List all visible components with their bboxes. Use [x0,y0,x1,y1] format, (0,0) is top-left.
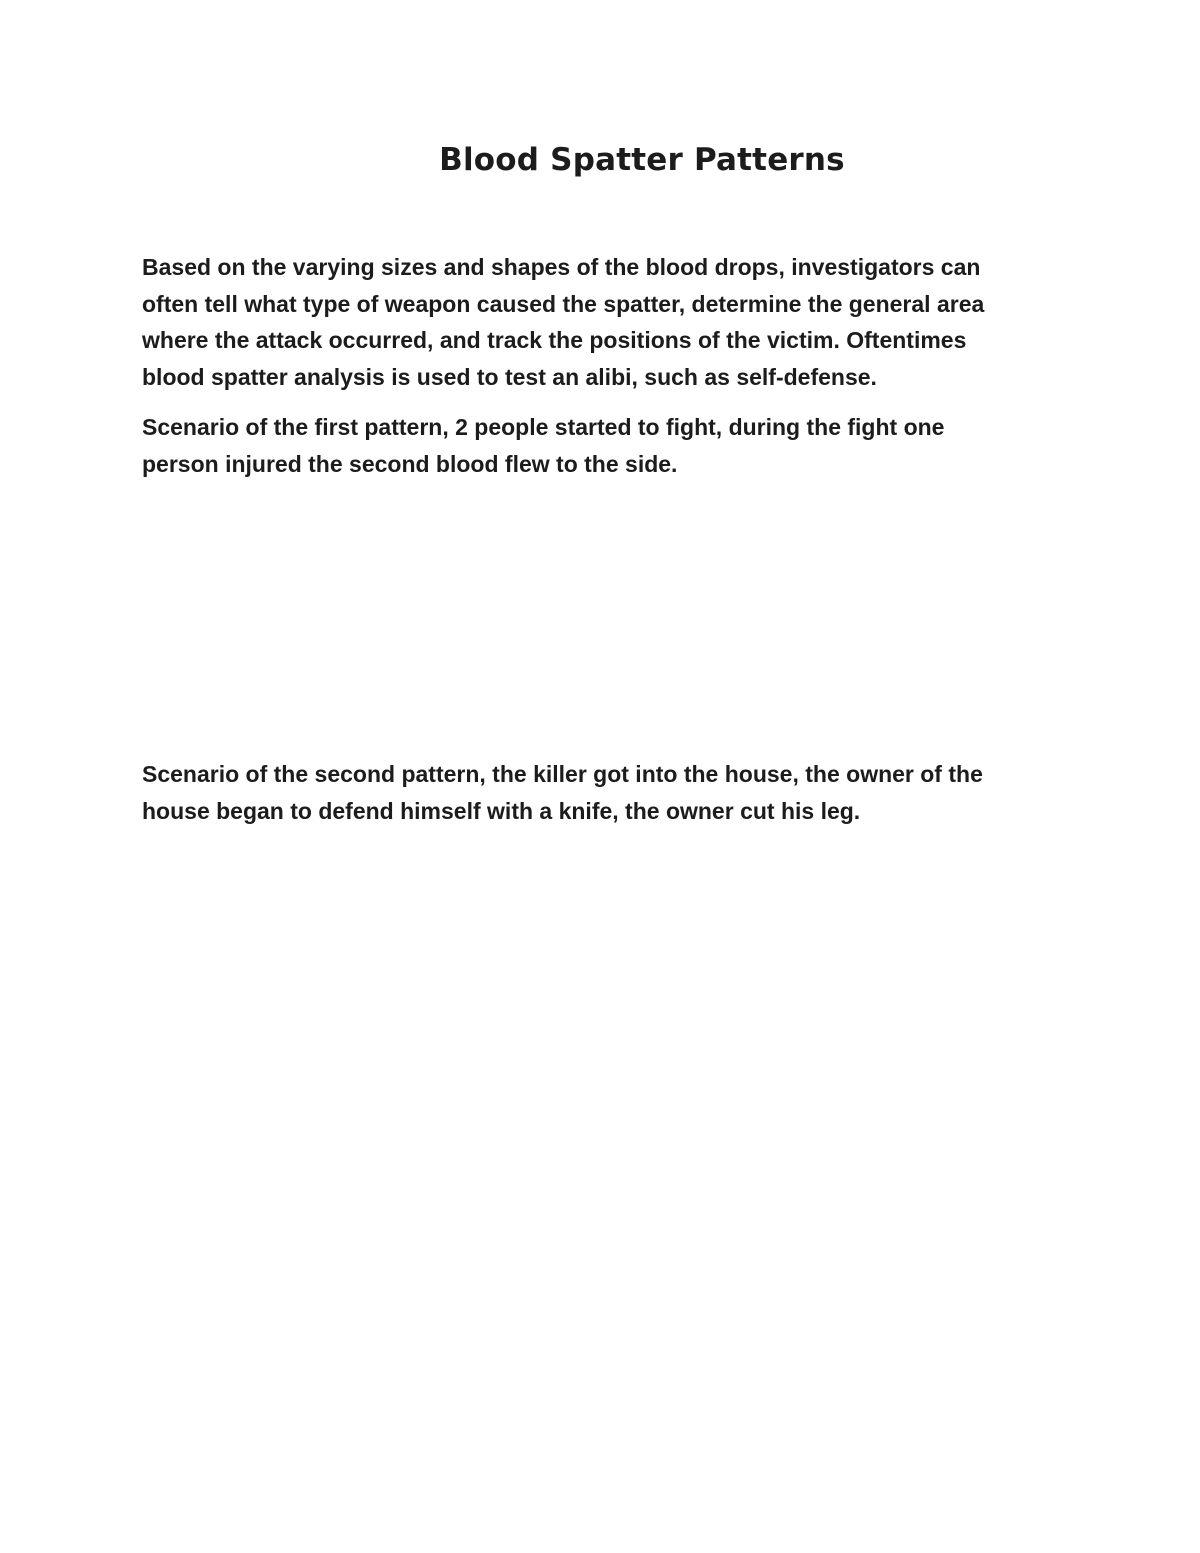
paragraph-line: house began to defend himself with a knife, the owner cut his leg. [142,797,861,824]
paragraph-line: often tell what type of weapon caused the spatter, determine the general area [142,290,985,317]
first-scenario-paragraph [142,409,1062,482]
paragraph-line: Scenario of the first pattern, 2 people started to fight, during the fight one [142,414,945,440]
intro-paragraph [142,249,1062,395]
paragraph-line: person injured the second blood flew to the side. [142,450,678,477]
paragraph-line: blood spatter analysis is used to test an alibi, such as self-defense. [142,363,877,390]
paragraph-line: Based on the varying sizes and shapes of the blood drops, investigators can [142,254,981,280]
paragraph-line: Scenario of the second pattern, the killer got into the house, the owner of the [142,761,983,787]
page-title: Blood Spatter Patterns [439,142,845,178]
paragraph-line: where the attack occurred, and track the positions of the victim. Oftentimes [142,327,967,353]
second-scenario-paragraph [142,756,1062,829]
